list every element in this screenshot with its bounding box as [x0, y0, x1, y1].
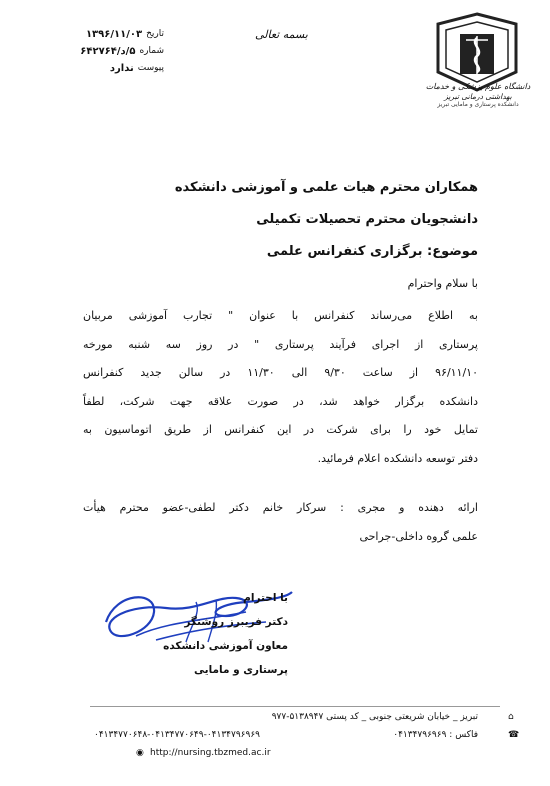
subject-line: موضوع: برگزاری کنفرانس علمی [266, 244, 478, 259]
signer-title-2: پرستاری و مامایی [194, 664, 288, 676]
footer-fax [393, 730, 478, 740]
addressee-2: دانشجویان محترم تحصیلات تکمیلی [256, 212, 478, 227]
body-line: پرستاری از اجرای فرآیند پرستاری " در روز سه شنبه مورخه [83, 337, 478, 351]
letter-meta [44, 26, 164, 77]
presenter-info [83, 494, 478, 551]
footer-address: تبریز _ خیابان شریعتی جنوبی _ کد پستی ۵۱۳۸۹۴۷-۹۷۷ [271, 712, 478, 722]
footer-website[interactable]: http://nursing.tbzmed.ac.ir [150, 748, 271, 758]
body-line: دفتر توسعه دانشکده اعلام فرمائید. [317, 451, 478, 465]
date-row [44, 26, 164, 43]
attachment-label: پیوست [137, 63, 164, 73]
attachment-value: ندارد [109, 63, 134, 74]
footer-divider [90, 706, 500, 707]
signature-closing: با احترام [243, 592, 288, 604]
logo-line-1: دانشگاه علوم پزشکی و خدمات [425, 82, 531, 91]
body-line: دانشکده برگزار خواهد شد، در صورت علاقه جهت شرکت، لطفاً [83, 394, 478, 408]
globe-icon: ◉ [136, 748, 144, 758]
fax-number: ۰۴۱۳۴۷۹۶۹۶۹ [393, 730, 447, 740]
number-value: ۵/د/۶۴۲۷۶۴ [80, 46, 136, 57]
presenter-line: علمی گروه داخلی-جراحی [359, 529, 478, 543]
letter-body [83, 302, 478, 473]
number-label: شماره [139, 46, 164, 56]
body-line: تمایل خود را برای شرکت در این کنفرانس از طریق اتوماسیون به [83, 423, 478, 436]
logo-line-3: دانشکده پرستاری و مامایی تبریز [437, 101, 519, 108]
body-line: ۹۶/۱۱/۱۰ از ساعت ۹/۳۰ الی ۱۱/۳۰ در سالن جدید کنفرانس [83, 366, 478, 379]
greeting: با سلام واحترام [407, 277, 478, 290]
basmala: بسمه تعالی [255, 28, 308, 41]
logo-line-2: بهداشتی درمانی تبریز [444, 92, 512, 101]
attachment-row [44, 60, 164, 77]
location-icon: ⌂ [508, 712, 514, 722]
signer-name: دکتر فریبرز روشنگر [184, 616, 288, 628]
addressee-1: همکاران محترم هیات علمی و آموزشی دانشکده [174, 180, 478, 195]
logo-caption [418, 82, 538, 109]
date-label: تاریخ [146, 29, 164, 39]
phone-icon: ☎ [508, 730, 520, 740]
signer-title-1: معاون آموزشی دانشکده [163, 640, 288, 652]
presenter-line: ارائه دهنده و مجری : سرکار خانم دکتر لطفی-عضو محترم هیأت [83, 501, 478, 514]
footer-phones: ۰۴۱۳۴۷۷۰۶۴۸-۰۴۱۳۴۷۷۰۶۴۹-۰۴۱۳۴۷۹۶۹۶۹ [94, 730, 261, 740]
date-value: ۱۳۹۶/۱۱/۰۳ [85, 29, 143, 40]
number-row [44, 43, 164, 60]
body-line: به اطلاع می‌رساند کنفرانس با عنوان " تجارب آموزشی مربیان [83, 309, 478, 322]
fax-label: فاکس : [449, 730, 478, 740]
